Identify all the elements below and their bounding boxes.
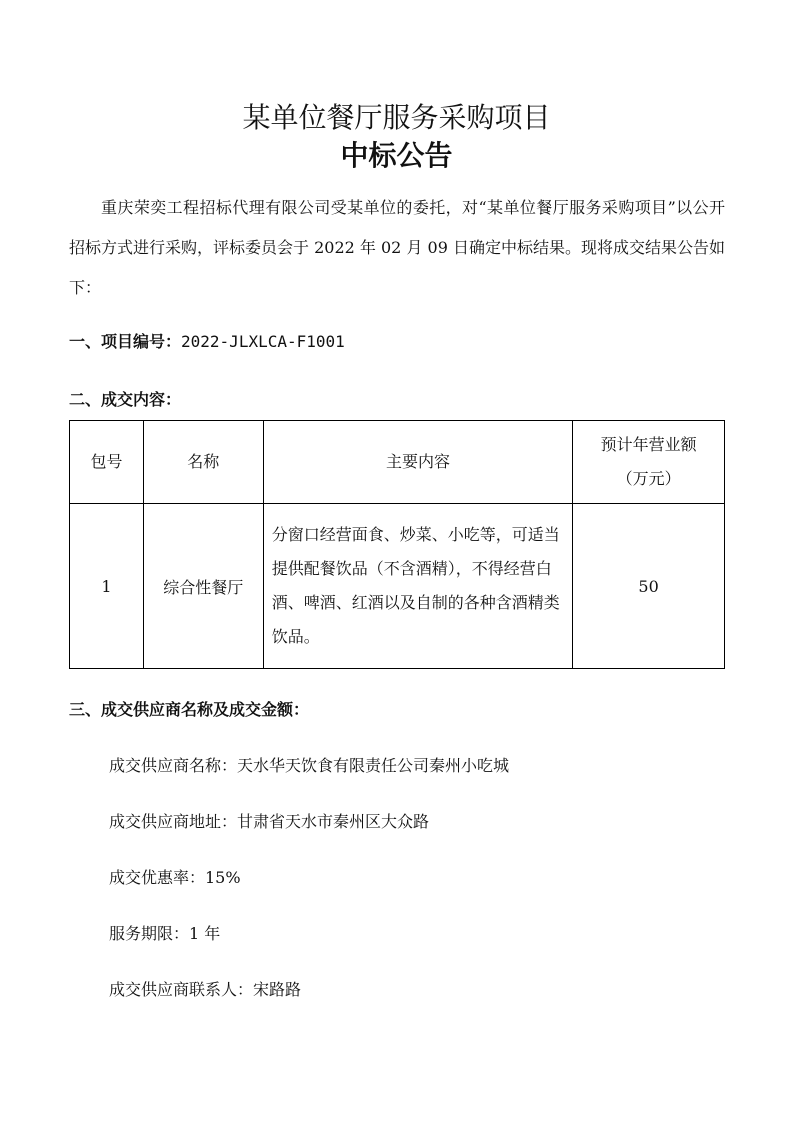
document-title: 某单位餐厅服务采购项目 [242,101,551,134]
header-revenue-line1: 预计年营业额 [600,435,697,454]
header-name: 名称 [143,421,263,504]
document-subtitle: 中标公告 [340,139,453,172]
section-project-number-label: 一、项目编号： [69,332,182,351]
supplier-address: 成交供应商地址：甘肃省天水市秦州区大众路 [109,812,430,831]
project-number-value: 2022-JLXLCA-F1001 [181,332,345,351]
award-table [69,420,725,669]
cell-lot: 1 [70,504,144,669]
supplier-name: 成交供应商名称：天水华天饮食有限责任公司秦州小吃城 [109,756,510,775]
section-deal-content-heading: 二、成交内容： [69,390,182,409]
cell-revenue: 50 [573,504,725,669]
header-lot: 包号 [70,421,144,504]
table-header-row [70,421,725,504]
header-revenue [573,421,725,504]
intro-paragraph: 重庆荣奕工程招标代理有限公司受某单位的委托，对“某单位餐厅服务采购项目”以公开招标方式进行采购，评标委员会于 2022 年 02 月 09 日确定中标结果。现将成交结果公告如下： [69,198,725,297]
section-supplier-heading: 三、成交供应商名称及成交金额： [69,700,310,719]
section-project-number [69,330,345,354]
cell-content: 分窗口经营面食、炒菜、小吃等，可适当提供配餐饮品（不含酒精），不得经营白酒、啤酒、红酒以及自制的各种含酒精类饮品。 [263,504,573,669]
header-content: 主要内容 [263,421,573,504]
supplier-contact: 成交供应商联系人：宋路路 [109,980,302,999]
table-row [70,504,725,669]
header-revenue-unit: （万元） [616,469,681,488]
service-period: 服务期限：1 年 [109,924,221,943]
cell-name: 综合性餐厅 [143,504,263,669]
discount-rate: 成交优惠率：15% [109,868,241,887]
